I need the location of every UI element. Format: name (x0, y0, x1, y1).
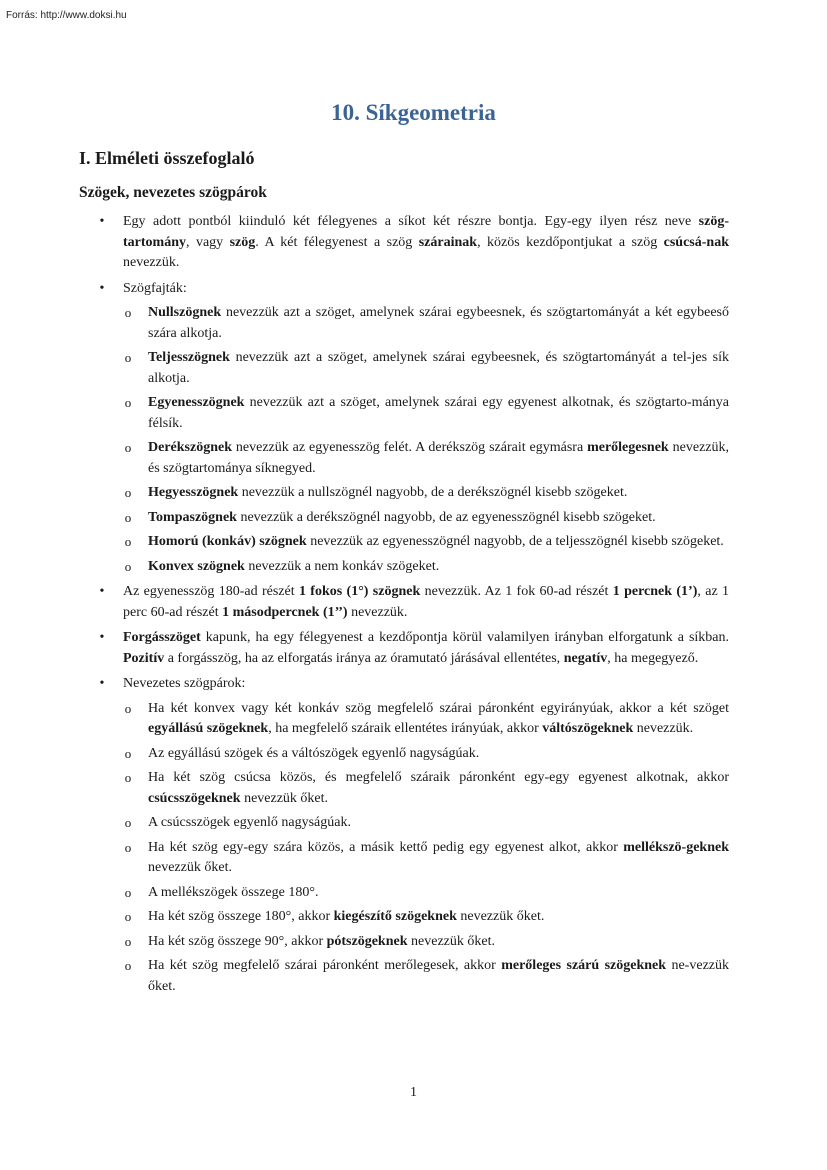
bold-term: 1 percnek (1’) (612, 584, 698, 599)
sub-list-item (95, 483, 729, 504)
sub-list-item (95, 768, 729, 809)
sub-bullet-marker: o (124, 839, 132, 855)
bold-term: Egyenesszögnek (148, 395, 245, 410)
bullet-marker: • (99, 630, 105, 645)
list-item (95, 212, 729, 274)
sub-bullet-marker: o (124, 509, 132, 525)
bold-term: szög (229, 234, 256, 250)
bullet-list (95, 212, 729, 1002)
text-run: nevezzük őket. (240, 790, 329, 806)
text-run: nevezzük őket. (456, 909, 545, 924)
sub-list-item (95, 699, 729, 740)
bullet-marker: • (99, 584, 105, 599)
sub-list-item (95, 303, 729, 344)
list-item (95, 582, 729, 623)
sub-list-item (95, 956, 729, 997)
sub-bullet-marker: o (124, 440, 132, 455)
text-run: , közös kezdőpontjukat a szög (477, 234, 664, 250)
text-run: , ha megfelelő száraik ellentétes irányúak, akkor (268, 721, 543, 736)
text-run: nevezzük a derékszögnél nagyobb, de az egyenesszögnél kisebb szögeket. (236, 509, 656, 525)
sub-bullet-marker: o (124, 745, 132, 761)
sub-bullet-marker: o (124, 485, 132, 500)
bold-term: Teljesszögnek (148, 350, 230, 365)
sub-list-item (95, 932, 729, 953)
text-run: Az egyenesszög 180-ad részét (123, 584, 299, 599)
bold-term: mellékszö-geknek (623, 839, 729, 855)
sub-list-item (95, 508, 729, 529)
bold-term: csúcsszögeknek (148, 790, 241, 806)
list-item-text (123, 279, 729, 300)
sub-list-item (95, 438, 729, 479)
text-run: nevezzük azt a szöget, amelynek szárai egybeesnek, és szögtartományát a tel-jes sík alkotja. (148, 350, 729, 386)
list-item (95, 674, 729, 997)
bold-term: kiegészítő szögeknek (333, 909, 457, 924)
text-run: Szögfajták: (123, 280, 187, 296)
sub-list-item (95, 393, 729, 434)
sub-bullet-marker: o (124, 395, 132, 410)
sub-list (123, 303, 729, 577)
bold-term: Forgásszöget (123, 630, 201, 645)
sub-bullet-marker: o (124, 700, 132, 716)
list-item-text (123, 582, 729, 623)
text-run: Ha két konvex vagy két konkáv szög megfelelő szárai páronként egyirányúak, akkor a két szöget (148, 700, 729, 716)
sub-list (123, 699, 729, 998)
bold-term: váltószögeknek (542, 721, 634, 736)
bold-term: szárainak (418, 234, 478, 250)
bold-term: Hegyesszögnek (148, 485, 239, 500)
bullet-marker: • (99, 676, 105, 691)
bold-term: pótszögeknek (326, 933, 408, 949)
text-run: Ha két szög csúcsa közös, és megfelelő száraik páronként egy-egy egyenest alkotnak, akkor (148, 770, 729, 785)
sub-bullet-marker: o (124, 815, 132, 830)
sub-bullet-marker: o (124, 350, 132, 365)
text-run: nevezzük azt a szöget, amelynek szárai egy egyenest alkotnak, és szögtarto-mánya félsík. (148, 395, 729, 431)
sub-list-item (95, 907, 729, 928)
bold-term: Derékszögnek (148, 440, 232, 455)
text-run: Az egyállású szögek és a váltószögek egyenlő nagyságúak. (148, 745, 480, 761)
text-run: Ha két szög összege 90°, akkor (148, 933, 327, 949)
text-run: nevezzük a nem konkáv szögeket. (244, 558, 440, 574)
bold-term: Tompaszögnek (148, 509, 237, 525)
sub-bullet-marker: o (124, 534, 132, 549)
sub-list-item (95, 532, 729, 553)
text-run: nevezzük az egyenesszögnél nagyobb, de a teljesszögnél kisebb szögeket. (306, 534, 724, 549)
sub-list-item (95, 557, 729, 578)
sub-list-item (95, 838, 729, 879)
text-run: . A két félegyenest a szög (255, 234, 419, 250)
bold-term: 1 fokos (1°) szögnek (298, 584, 421, 599)
bold-term: Nullszögnek (148, 305, 222, 320)
bold-term: Konvex szögnek (148, 558, 245, 574)
list-item (95, 279, 729, 578)
text-run: kapunk, ha egy félegyenest a kezdőpontja körül valamilyen irányban elforgatunk a síkban. (200, 630, 729, 645)
sub-bullet-marker: o (124, 305, 132, 320)
page-title: 10. Síkgeometria (331, 100, 496, 125)
text-run: nevezzük őket. (148, 860, 232, 875)
section-heading: I. Elméleti összefoglaló (79, 148, 255, 168)
text-run: nevezzük, és szögtartománya síknegyed. (148, 440, 729, 476)
page-number: 1 (410, 1085, 417, 1100)
text-run: nevezzük azt a szöget, amelynek szárai egybeesnek, és szögtartományát a két egybeeső szára alkotja. (148, 305, 729, 341)
text-run: nevezzük őket. (407, 933, 495, 949)
list-item-text (123, 212, 729, 274)
list-item-text (123, 674, 729, 695)
text-run: nevezzük. Az 1 fok 60-ad részét (420, 584, 613, 599)
text-run: Egy adott pontból kiinduló két félegyenes a síkot két részre bontja. Egy-egy ilyen rész neve (123, 214, 699, 229)
text-run: Ha két szög összege 180°, akkor (148, 909, 334, 924)
sub-bullet-marker: o (124, 884, 132, 900)
bold-term: negatív (563, 650, 608, 666)
text-run: a forgásszög, ha az elforgatás iránya az óramutató járásával ellentétes, (164, 650, 564, 666)
text-run: , ha megegyező. (607, 650, 699, 666)
bullet-marker: • (99, 280, 105, 296)
text-run: nevezzük. (347, 604, 408, 620)
text-run: A csúcsszögek egyenlő nagyságúak. (148, 815, 351, 830)
bullet-marker: • (99, 214, 105, 229)
bold-term: szög-tartomány (123, 214, 729, 250)
text-run: Nevezetes szögpárok: (123, 676, 246, 691)
sub-bullet-marker: o (124, 770, 132, 785)
bold-term: Pozitív (123, 650, 165, 666)
list-item (95, 628, 729, 669)
sub-bullet-marker: o (124, 909, 132, 924)
bold-term: 1 másodpercnek (1’’) (222, 604, 348, 620)
text-run: Ha két szög egy-egy szára közös, a másik kettő pedig egy egyenest alkot, akkor (148, 839, 624, 855)
text-run: , az 1 perc 60-ad részét (123, 584, 730, 620)
sub-list-item (95, 744, 729, 765)
bold-term: csúcsá-nak (663, 234, 729, 250)
source-note: Forrás: http://www.doksi.hu (6, 10, 127, 21)
sub-bullet-marker: o (124, 933, 132, 949)
text-run: nevezzük. (633, 721, 694, 736)
text-run: Ha két szög megfelelő szárai páronként merőlegesek, akkor (148, 958, 502, 973)
list-item-text (123, 628, 729, 669)
subsection-heading: Szögek, nevezetes szögpárok (79, 184, 267, 201)
text-run: ne-vezzük őket. (148, 958, 729, 994)
sub-bullet-marker: o (124, 958, 132, 973)
bold-term: egyállású szögeknek (148, 721, 269, 736)
text-run: nevezzük az egyenesszög felét. A derékszög szárait egymásra (232, 440, 588, 455)
bold-term: Homorú (konkáv) szögnek (148, 534, 307, 549)
sub-list-item (95, 883, 729, 904)
sub-list-item (95, 348, 729, 389)
text-run: A mellékszögek összege 180°. (148, 884, 319, 900)
text-run: nevezzük. (123, 255, 180, 270)
text-run: , vagy (186, 234, 230, 250)
sub-list-item (95, 813, 729, 834)
bold-term: merőlegesnek (587, 440, 669, 455)
text-run: nevezzük a nullszögnél nagyobb, de a derékszögnél kisebb szögeket. (238, 485, 628, 500)
bold-term: merőleges szárú szögeknek (501, 958, 667, 973)
sub-bullet-marker: o (124, 558, 132, 574)
